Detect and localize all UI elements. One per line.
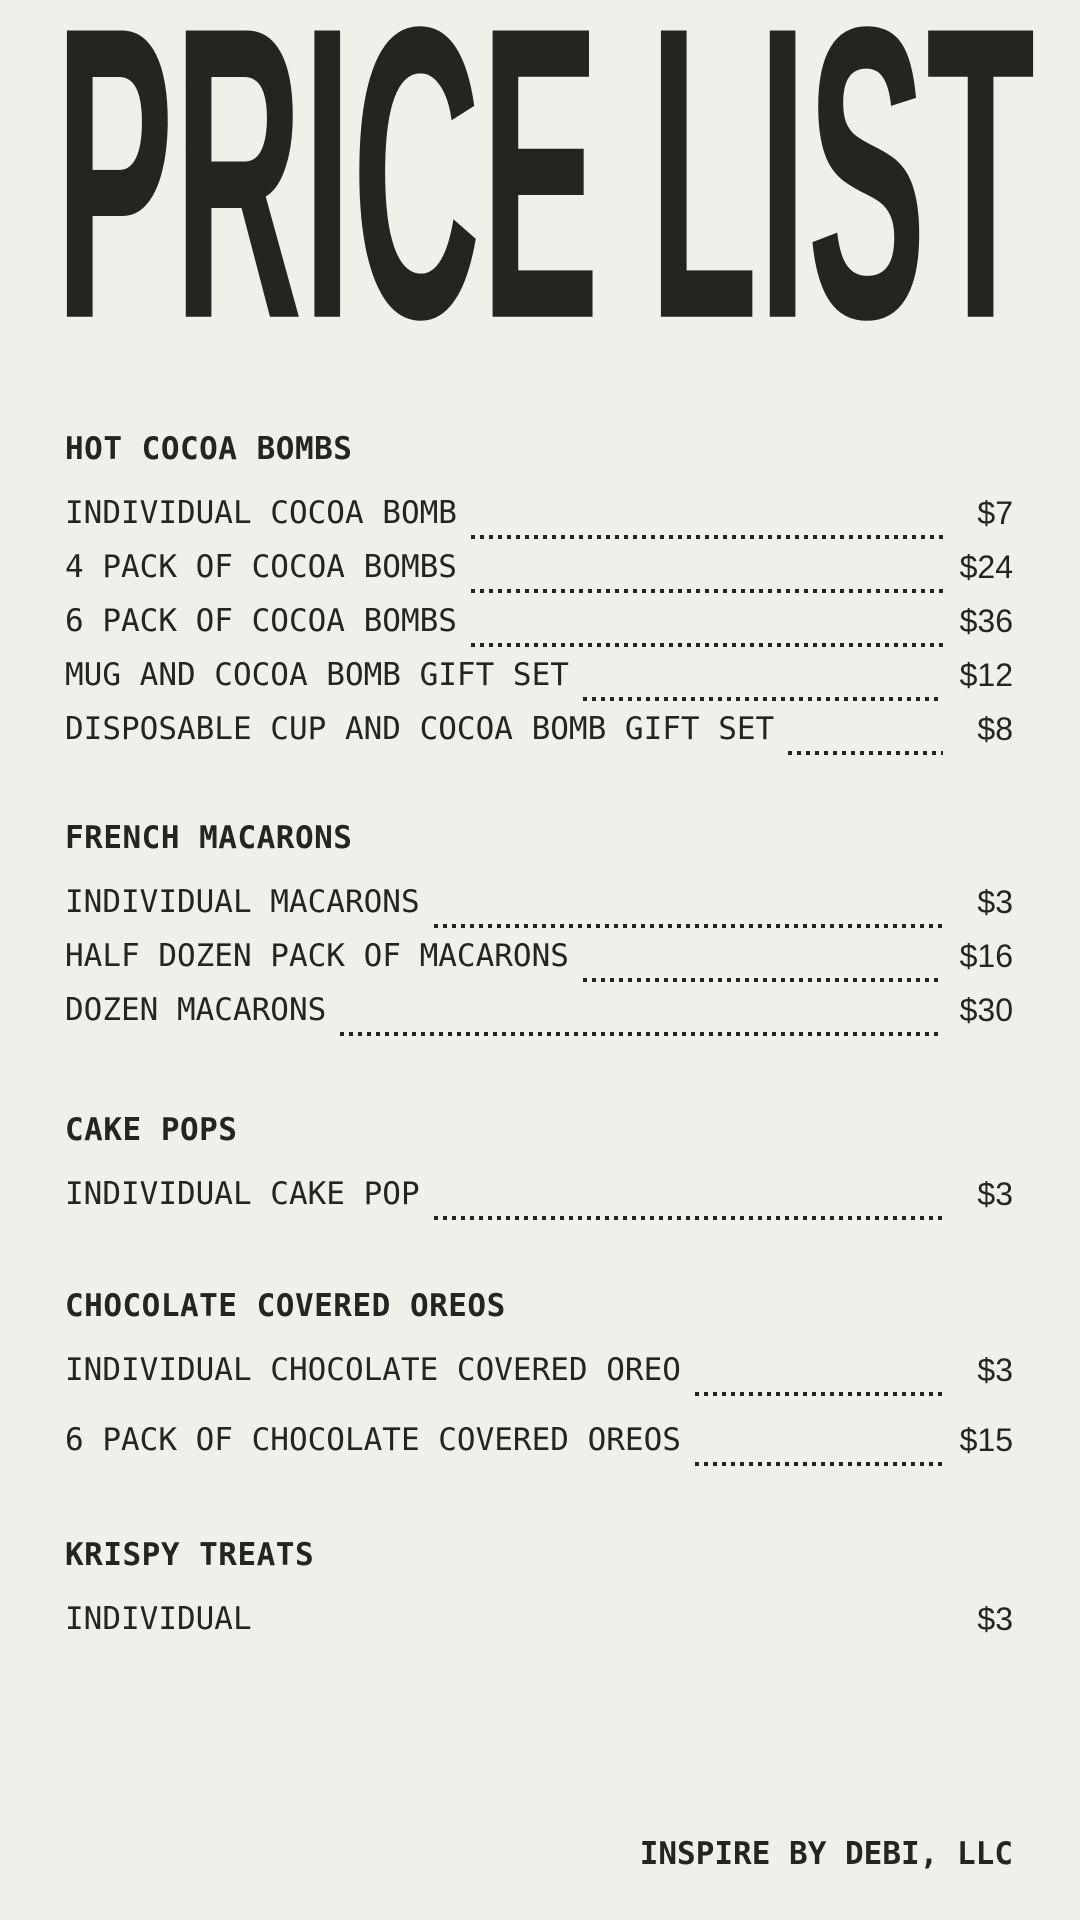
item-price: $36 [959,603,1013,639]
menu-row [65,551,1013,605]
item-price: $7 [977,495,1013,531]
item-label: MUG AND COCOA BOMB GIFT SET [65,657,569,693]
item-price: $3 [977,1601,1013,1637]
item-price: $12 [959,657,1013,693]
dotted-leader [695,1392,943,1396]
menu-row [65,713,1013,767]
item-price: $3 [977,884,1013,920]
dotted-leader [471,589,943,593]
dotted-leader [434,1216,943,1220]
business-name: INSPIRE BY DEBI, LLC [639,1836,1013,1872]
item-price: $8 [977,711,1013,747]
title-stretched-text [55,13,1035,325]
item-label: 6 PACK OF CHOCOLATE COVERED OREOS [65,1422,681,1458]
section-rows [65,1178,1013,1232]
section-hot-cocoa-bombs [65,433,1013,767]
section-rows [65,1354,1013,1494]
dotted-leader [471,643,943,647]
menu-row [65,659,1013,713]
title-block [55,13,1035,325]
item-label: INDIVIDUAL CHOCOLATE COVERED OREO [65,1352,681,1388]
section-header: FRENCH MACARONS [65,820,353,856]
menu-row [65,1178,1013,1232]
menu-row [65,605,1013,659]
section-header: HOT COCOA BOMBS [65,431,353,467]
item-label: DISPOSABLE CUP AND COCOA BOMB GIFT SET [65,711,775,747]
page-title: PRICE LIST [55,13,1035,325]
item-price: $15 [959,1422,1013,1458]
dotted-leader [434,924,943,928]
section-chocolate-covered-oreos [65,1290,1013,1494]
item-price: $3 [977,1352,1013,1388]
item-label: INDIVIDUAL COCOA BOMB [65,495,457,531]
menu-row [65,886,1013,940]
menu-row [65,1424,1013,1494]
section-header: CHOCOLATE COVERED OREOS [65,1288,506,1324]
item-label: DOZEN MACARONS [65,992,327,1028]
item-label: 4 PACK OF COCOA BOMBS [65,549,457,585]
item-label: INDIVIDUAL MACARONS [65,884,420,920]
section-rows [65,886,1013,1048]
menu-row [65,994,1013,1048]
menu-row [65,1603,1013,1657]
item-price: $16 [959,938,1013,974]
item-price: $30 [959,992,1013,1028]
section-rows [65,497,1013,767]
dotted-leader [695,1462,943,1466]
dotted-leader [788,751,943,755]
section-cake-pops [65,1114,1013,1232]
item-label: INDIVIDUAL [65,1601,252,1637]
menu-sections [65,433,1013,1657]
item-label: 6 PACK OF COCOA BOMBS [65,603,457,639]
section-french-macarons [65,822,1013,1048]
item-price: $24 [959,549,1013,585]
dotted-leader [583,978,943,982]
item-label: HALF DOZEN PACK OF MACARONS [65,938,569,974]
section-header: CAKE POPS [65,1112,238,1148]
dotted-leader [340,1032,943,1036]
section-header: KRISPY TREATS [65,1537,315,1573]
menu-row [65,1354,1013,1424]
section-rows [65,1603,1013,1657]
menu-row [65,940,1013,994]
dotted-leader [583,697,943,701]
menu-row [65,497,1013,551]
dotted-leader [471,535,943,539]
section-krispy-treats [65,1539,1013,1657]
item-label: INDIVIDUAL CAKE POP [65,1176,420,1212]
item-price: $3 [977,1176,1013,1212]
